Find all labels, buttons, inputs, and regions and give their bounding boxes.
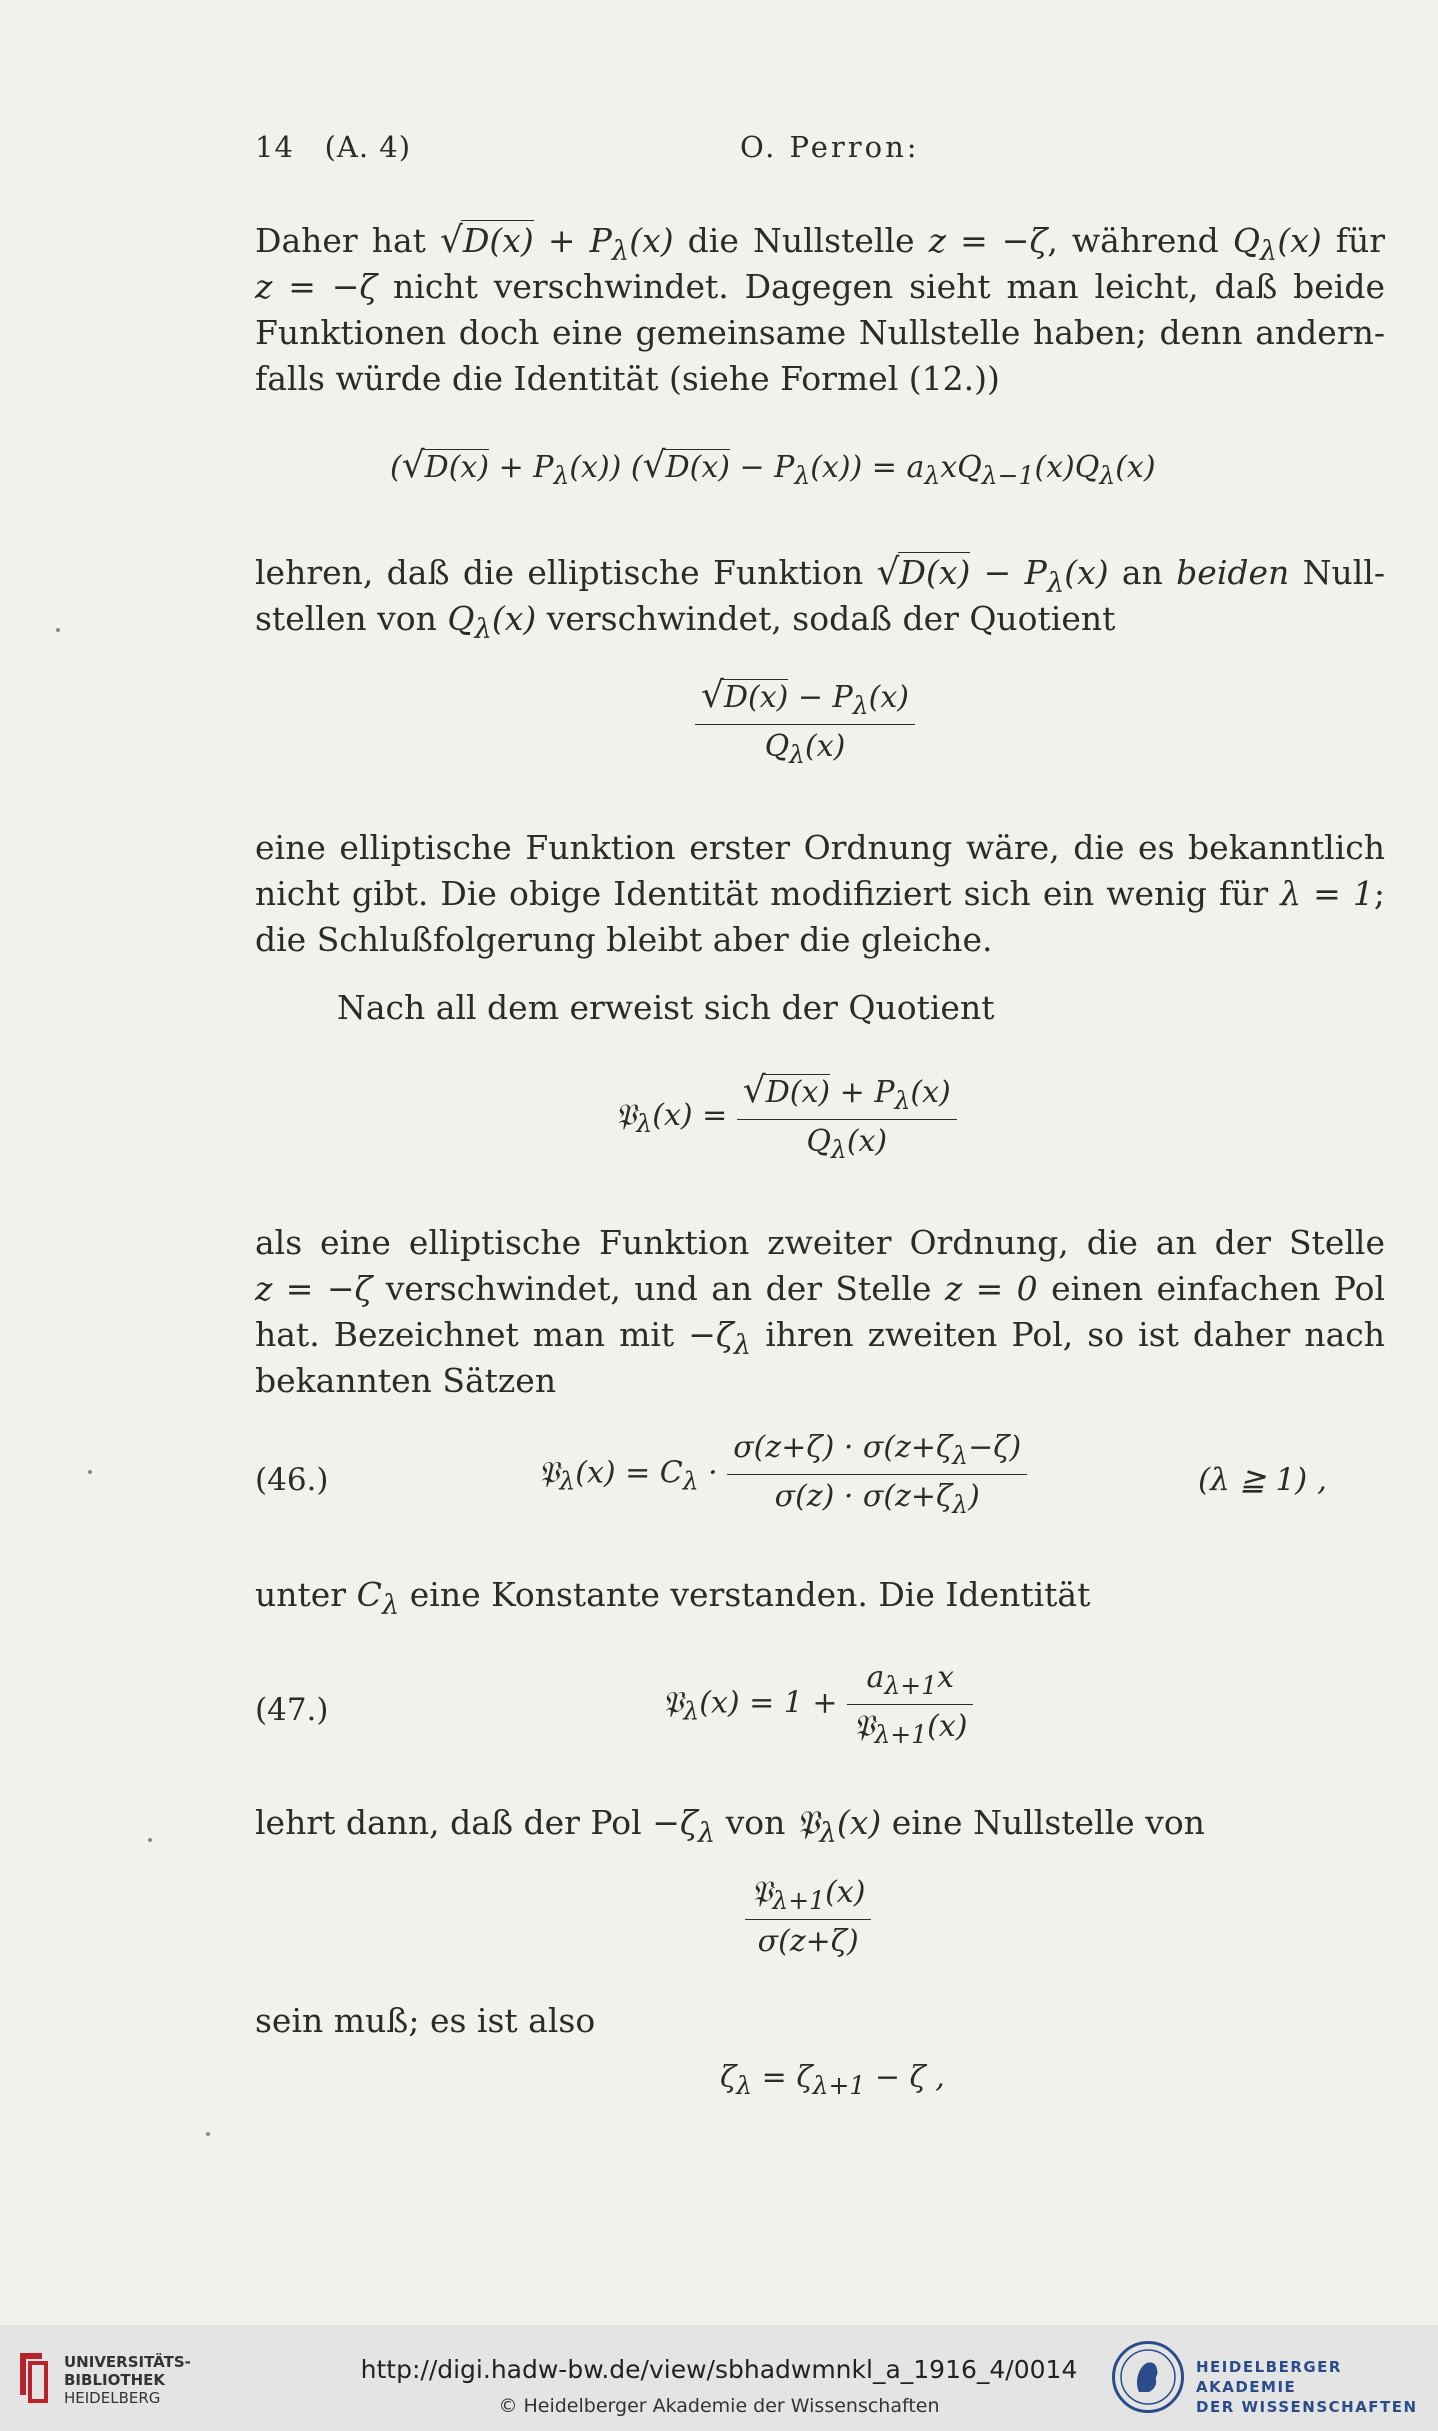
scan-speck: [206, 2132, 210, 2136]
text-line: stellen von $Q_\lambda(x)$ verschwindet, sodaß der Quotient: [255, 599, 1116, 645]
paragraph-4: [255, 985, 1385, 1031]
text-line: Daher hat $√D(x) + P_\lambda(x)$ die Nullstelle z = −ζ, während $Q_\lambda(x)$ für: [255, 220, 1386, 267]
paragraph-5: [255, 1220, 1385, 1404]
equation-condition: (λ ≧ 1) ,: [1198, 1462, 1327, 1498]
author-header: O. Perron:: [740, 130, 920, 164]
equation-46: 𝔓$_\lambda$(x) = $C_\lambda$ · $\frac{\sigma(z+\zeta) \cdot \sigma(z+\zeta_\lambda-\zeta)}{\sigma(z) \cdot \sigma(z+\zeta_\lambda)}$: [538, 1430, 1027, 1519]
scan-speck: [88, 1470, 92, 1474]
university-library-name: UNIVERSITÄTS- BIBLIOTHEK HEIDELBERG: [64, 2353, 191, 2407]
equation-47: 𝔓$_\lambda$(x) = 1 + $\frac{a_{\lambda+1}x}{𝔓_{\lambda+1}(x)}$: [662, 1660, 973, 1749]
paragraph-6: [255, 1572, 1385, 1621]
equation-number-47: (47.): [255, 1692, 329, 1728]
quotient-fraction: $\frac{√D(x) - P_\lambda(x)}{Q_\lambda(x)}$: [695, 675, 915, 769]
paragraph-3: [255, 825, 1385, 963]
text-line: z = −ζ nicht verschwindet. Dagegen sieht man leicht, daß beide: [255, 267, 1385, 306]
page-number: 14 (A. 4): [255, 130, 412, 164]
text-line: lehrt dann, daß der Pol $-\zeta_\lambda$ von 𝔓$_\lambda$(x) eine Nullstelle von: [255, 1803, 1205, 1849]
paragraph-1: [255, 218, 1385, 402]
text-line: sein muß; es ist also: [255, 2001, 596, 2040]
source-url-link[interactable]: http://digi.hadw-bw.de/view/sbhadwmnkl_a_1916_4/0014: [360, 2355, 1078, 2384]
footer-bar: [0, 2325, 1438, 2431]
academy-name: HEIDELBERGER AKADEMIE DER WISSENSCHAFTEN: [1196, 2358, 1418, 2416]
text-line: Nach all dem erweist sich der Quotient: [337, 988, 995, 1027]
text-line: Funktionen doch eine gemeinsame Nullstelle haben; denn andern-: [255, 313, 1385, 352]
paragraph-2: [255, 550, 1385, 645]
text-line: lehren, daß die elliptische Funktion $√D(x) - P_\lambda(x)$ an beiden Null-: [255, 552, 1385, 599]
running-header: [255, 130, 1385, 174]
paragraph-8: [255, 1998, 1385, 2044]
text-line: als eine elliptische Funktion zweiter Ordnung, die an der Stelle: [255, 1223, 1385, 1262]
paragraph-7: [255, 1800, 1385, 1849]
scan-speck: [56, 628, 60, 632]
psi-definition: 𝔓$_\lambda$(x) = $\frac{√D(x) + P_\lambda(x)}{Q_\lambda(x)}$: [615, 1070, 957, 1164]
text-line: unter $C_\lambda$ eine Konstante verstanden. Die Identität: [255, 1575, 1091, 1621]
zero-fraction: $\frac{𝔓_{\lambda+1}(x)}{\sigma(z+\zeta)}$: [745, 1875, 871, 1959]
text-line: hat. Bezeichnet man mit $-\zeta_\lambda$ ihren zweiten Pol, so ist daher nach: [255, 1315, 1385, 1361]
text-line: z = −ζ verschwindet, und an der Stelle z = 0 einen einfachen Pol: [255, 1269, 1386, 1308]
copyright-text: © Heidelberger Akademie der Wissenschaften: [498, 2395, 940, 2417]
identity-equation: $(√D(x) + P_\lambda(x))$ $(√D(x) - P_\lambda(x)) = a_\lambda xQ_{\lambda-1}(x)Q_\lambda(x)$: [390, 445, 1156, 490]
text-line: die Schlußfolgerung bleibt aber die gleiche.: [255, 920, 993, 959]
zeta-recursion: $\zeta_\lambda = \zeta_{\lambda+1} - \zeta$ ,: [720, 2060, 945, 2100]
academy-seal-icon: [1112, 2341, 1184, 2413]
scan-speck: [148, 1838, 152, 1842]
text-line: bekannten Sätzen: [255, 1361, 557, 1400]
text-line: falls würde die Identität (siehe Formel (12.)): [255, 359, 1000, 398]
text-line: nicht gibt. Die obige Identität modifiziert sich ein wenig für λ = 1;: [255, 874, 1385, 913]
equation-number-46: (46.): [255, 1462, 329, 1498]
text-line: eine elliptische Funktion erster Ordnung wäre, die es bekanntlich: [255, 828, 1385, 867]
